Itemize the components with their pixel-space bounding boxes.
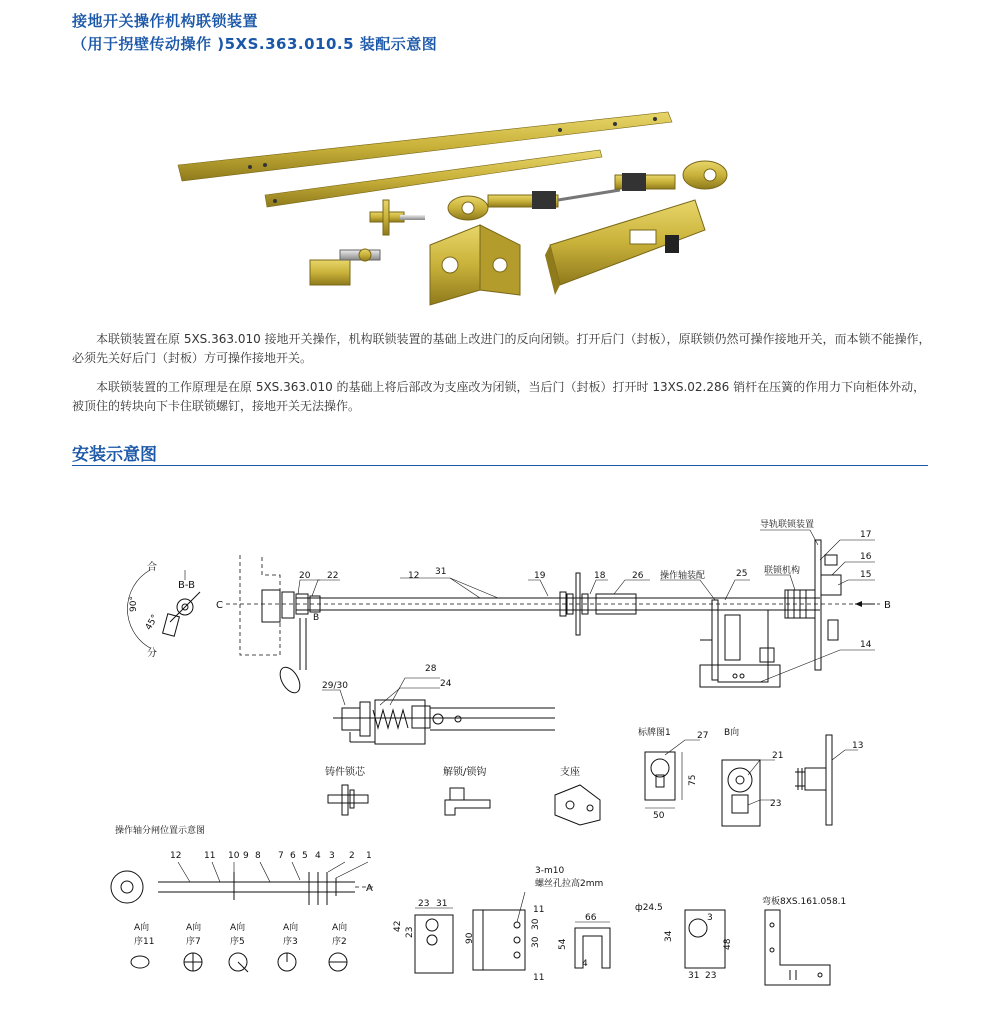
deg45-label: 45° [143,613,161,633]
plate-part [545,200,705,295]
d90: 90 [465,932,475,944]
n24: 24 [440,679,452,689]
s1: 1 [366,851,372,861]
b-small-label: B [313,613,320,623]
installation-diagram [0,500,1000,1011]
m10-label: 3-m10 [535,866,565,876]
zhujian-label: 铸件锁芯 [325,767,365,778]
deg90-label: 90° [129,596,139,612]
s11: 11 [204,851,216,861]
s3: 3 [329,851,335,861]
liansuo-label: 联锁机构 [764,566,801,576]
bxiang-label: B向 [724,728,740,738]
bb-section [127,560,200,659]
dimension-sketches [393,866,846,985]
wanban-label: 弯板8XS.161.058.1 [762,897,847,907]
a-view-7: A向 [186,923,202,933]
fen-label: 分 [147,648,157,659]
long-shaft [178,112,672,181]
bb-label: B-B [178,580,195,591]
d31b: 31 [688,971,700,981]
n13: 13 [852,741,864,751]
biaopai-label: 标牌图1 [638,728,671,738]
n21: 21 [772,751,784,761]
description-paragraph-1: 本联锁装置在原 5XS.363.010 接地开关操作，机构联锁装置的基础上改进门的反向闭锁。打开后门（封板），原联锁仍然可操作接地开关，而本锁不能操作，必须先关好后门（封板）方可操作接地开关。 [72,332,931,365]
d30b: 30 [531,936,541,948]
n12: 12 [408,571,420,581]
d66: 66 [585,913,597,923]
n22: 22 [327,571,339,581]
n31: 31 [435,567,447,577]
s6: 6 [290,851,296,861]
d50: 50 [653,811,665,821]
n18: 18 [594,571,606,581]
d34: 34 [664,930,674,942]
n14: 14 [860,640,872,650]
a-view-3: A向 [283,923,299,933]
d3: 3 [707,913,713,923]
n20: 20 [299,571,311,581]
pin-part [370,200,425,235]
s5: 5 [302,851,308,861]
d42: 42 [393,920,403,932]
d23: 23 [418,899,430,909]
n26: 26 [632,571,644,581]
caozuozhou-label: 操作轴装配 [660,571,706,581]
section-title: 安装示意图 [72,445,157,465]
d23b: 23 [405,926,415,938]
a-view-11: A向 [134,923,150,933]
n19: 19 [534,571,546,581]
a-view-2: A向 [332,923,348,933]
description-paragraph-2: 本联锁装置的工作原理是在原 5XS.363.010 的基础上将后部改为支座改为闭锁，当后门（封板）打开时 13XS.02.286 销杆在压簧的作用力下向柜体外动，被顶住的转块向下卡住联锁螺钉，接地开关无法操作。 [72,380,926,413]
block-part [310,249,380,285]
daogui-label: 导轨联锁装置 [760,520,815,530]
d23c: 23 [705,971,717,981]
he-label: 合 [147,562,157,573]
d75: 75 [688,774,698,786]
shaft-position [111,824,375,972]
d54: 54 [558,938,568,950]
s7: 7 [278,851,284,861]
d11b: 11 [533,973,545,983]
d31: 31 [436,899,448,909]
d30a: 30 [531,918,541,930]
a-view-5: A向 [230,923,246,933]
n27: 27 [697,731,709,741]
product-photo [160,95,730,310]
n23: 23 [770,799,782,809]
lock-detail [322,664,555,744]
n25: 25 [736,569,748,579]
phi-label: ф24.5 [635,903,663,913]
s10: 10 [228,851,240,861]
s9: 9 [243,851,249,861]
x2: 序2 [332,937,347,947]
n16: 16 [860,552,872,562]
n2930: 29/30 [322,681,348,691]
c-label: C [216,600,223,611]
s2: 2 [349,851,355,861]
small-parts [325,765,600,825]
n28: 28 [425,664,437,674]
x11: 序11 [134,937,155,947]
jiesuo-label: 解锁/锁钩 [443,767,487,778]
x3: 序3 [283,937,298,947]
a-label: A [366,883,373,894]
d48: 48 [723,938,733,950]
x7: 序7 [186,937,201,947]
d11a: 11 [533,905,545,915]
page-subtitle: （用于拐壁传动操作 )5XS.363.010.5 装配示意图 [72,35,438,53]
s12: 12 [170,851,182,861]
section-divider [72,465,928,466]
page-title: 接地开关操作机构联锁装置 [72,12,259,30]
n15: 15 [860,570,872,580]
s8: 8 [255,851,261,861]
main-assembly [216,518,891,696]
b-arrow-label: B [884,600,891,611]
fenzha-label: 操作轴分闸位置示意图 [115,826,206,836]
n17: 17 [860,530,872,540]
d4: 4 [582,959,588,969]
s4: 4 [315,851,321,861]
nameplate-detail [638,726,863,826]
x5: 序5 [230,937,245,947]
bracket-part [430,225,520,305]
zhizuo-label: 支座 [560,767,580,778]
luosi-label: 螺丝孔拉高2mm [535,879,604,889]
